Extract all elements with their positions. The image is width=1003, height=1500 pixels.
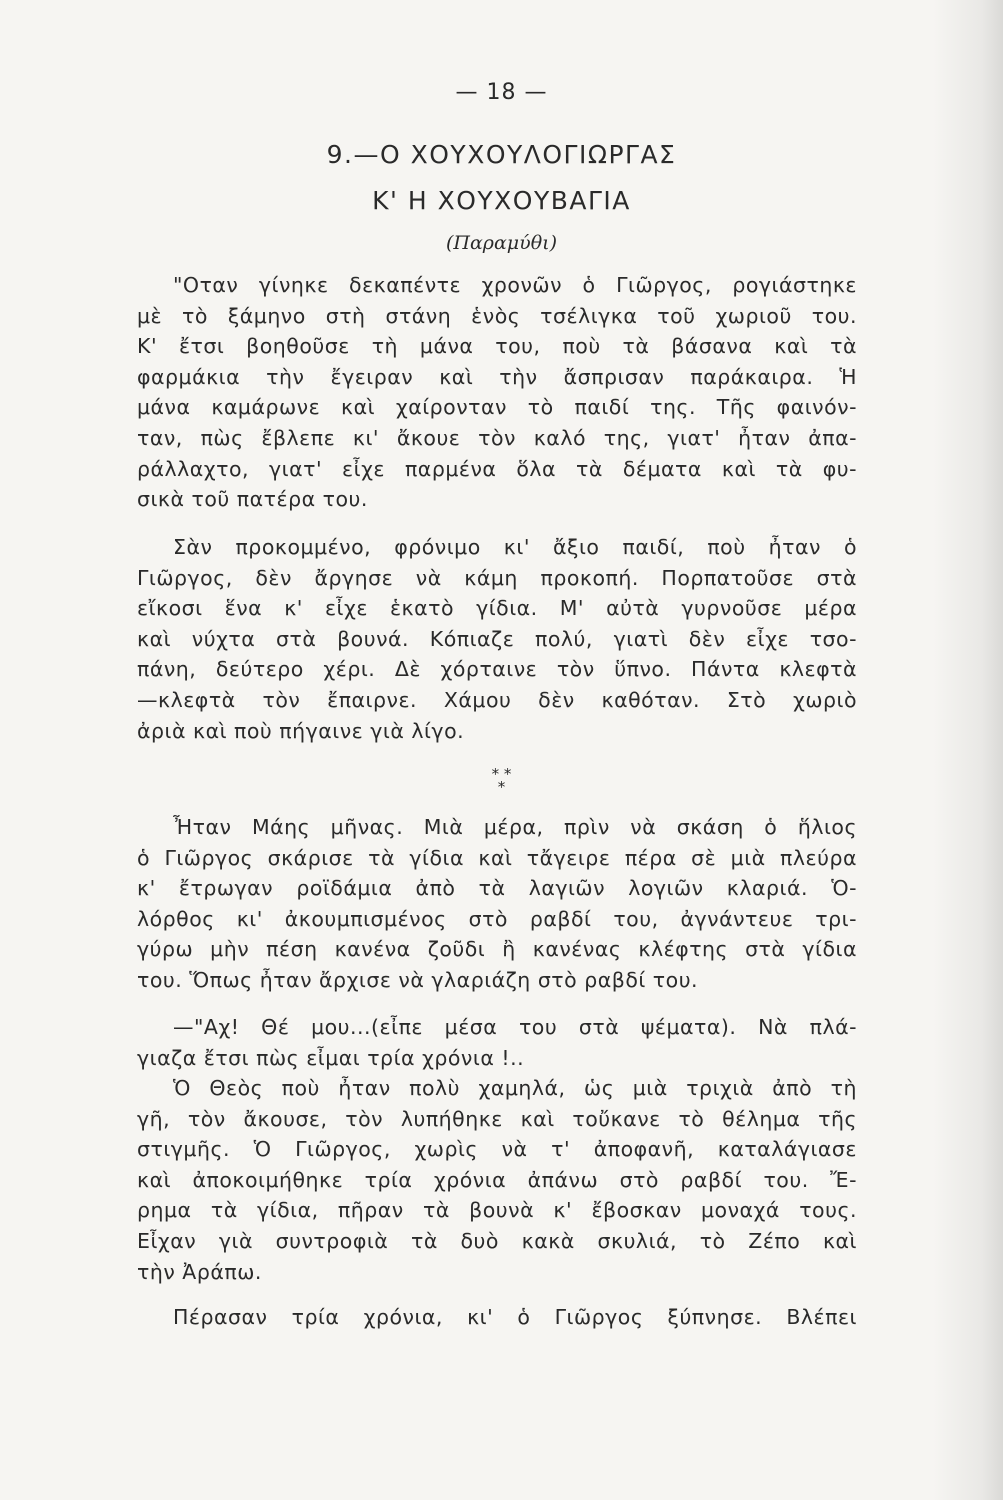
text-line: καὶ ἀποκοιμήθηκε τρία χρόνια ἀπάνω στὸ ραβδί του. Ἔ-: [137, 1167, 857, 1192]
page-edge-shadow: [933, 0, 1003, 1500]
text-line: Ἦταν Μάης μῆνας. Μιὰ μέρα, πρὶν νὰ σκάση ὁ ἥλιος: [173, 815, 857, 839]
text-line: φαρμάκια τὴν ἔγειραν καὶ τὴν ἄσπρισαν παράκαιρα. Ἡ: [137, 364, 857, 389]
text-line: εἴκοσι ἕνα κ' εἶχε ἑκατὸ γίδια. Μ' αὐτὰ γυρνοῦσε μέρα: [137, 596, 857, 621]
text-line: στιγμῆς. Ὁ Γιῶργος, χωρὶς νὰ τ' ἀποφανῆ, καταλάγιασε: [137, 1137, 857, 1162]
paragraph-2: [137, 532, 857, 746]
paragraph-1: [137, 270, 857, 515]
text-line: μὲ τὸ ξάμηνο στὴ στάνη ἑνὸς τσέλιγκα τοῦ χωριοῦ του.: [137, 303, 857, 328]
text-line: λόρθος κι' ἀκουμπισμένος στὸ ραβδί του, ἀγνάντευε τρι-: [137, 906, 857, 931]
chapter-subtitle: (Παραμύθι): [445, 232, 557, 254]
chapter-title-line2: Κ' Η ΧΟΥΧΟΥΒΑΓΙΑ: [372, 186, 631, 215]
text-line: γύρω μὴν πέση κανένα ζοῦδι ἢ κανένας κλέφτης στὰ γίδια: [137, 937, 857, 962]
separator-star-bottom: *: [497, 778, 506, 796]
text-line: γιαζα ἔτσι πὼς εἶμαι τρία χρόνια !..: [137, 1045, 525, 1070]
paragraph-5: [137, 1073, 857, 1287]
text-line: —"Αχ! Θέ μου...(εἶπε μέσα του στὰ ψέματα). Νὰ πλά-: [173, 1015, 857, 1039]
text-line: Εἶχαν γιὰ συντροφιὰ τὰ δυὸ κακὰ σκυλιά, τὸ Ζέπο καὶ: [137, 1228, 857, 1253]
text-line: κ' ἔτρωγαν ροϊδάμια ἀπὸ τὰ λαγιῶν λογιῶν κλαριά. Ὁ-: [137, 876, 857, 901]
paragraph-4: [137, 1012, 857, 1073]
text-line: γῆ, τὸν ἄκουσε, τὸν λυπήθηκε καὶ τοὔκανε τὸ θέλημα τῆς: [137, 1106, 857, 1131]
text-line: Ὁ Θεὸς ποὺ ἦταν πολὺ χαμηλά, ὡς μιὰ τριχιὰ ἀπὸ τὴ: [173, 1076, 857, 1100]
chapter-title: 9.—Ο ΧΟΥΧΟΥΛΟΓΙΩΡΓΑΣ: [326, 140, 677, 169]
text-line: τὴν Ἀράπω.: [137, 1259, 262, 1284]
page-number: — 18 —: [455, 80, 548, 105]
text-line: μάνα καμάρωνε καὶ χαίρονταν τὸ παιδί της. Τῆς φαινόν-: [137, 395, 857, 420]
text-line: ταν, πὼς ἔβλεπε κι' ἄκουε τὸν καλό της, γιατ' ἦταν ἀπα-: [137, 425, 857, 450]
text-line: του. Ὅπως ἦταν ἄρχισε νὰ γλαριάζη στὸ ραβδί του.: [137, 967, 699, 992]
text-line: Γιῶργος, δὲν ἄργησε νὰ κάμη προκοπή. Πορπατοῦσε στὰ: [137, 565, 857, 590]
text-line: ρημα τὰ γίδια, πῆραν τὰ βουνὰ κ' ἔβοσκαν μοναχά τους.: [137, 1198, 857, 1223]
section-separator: [0, 765, 1003, 796]
text-line: "Οταν γίνηκε δεκαπέντε χρονῶν ὁ Γιῶργος, ρογιάστηκε: [173, 273, 857, 297]
text-line: Σὰν προκομμένο, φρόνιμο κι' ἄξιο παιδί, ποὺ ἦταν ὁ: [173, 535, 857, 559]
text-line: —κλεφτὰ τὸν ἔπαιρνε. Χάμου δὲν καθόταν. Στὸ χωριὸ: [137, 687, 857, 712]
text-line: πάνη, δεύτερο χέρι. Δὲ χόρταινε τὸν ὕπνο. Πάντα κλεφτὰ: [137, 657, 857, 682]
paragraph-6: [137, 1302, 857, 1333]
paragraph-3: [137, 812, 857, 996]
text-line: ὁ Γιῶργος σκάρισε τὰ γίδια καὶ τἄγειρε πέρα σὲ μιὰ πλεύρα: [137, 845, 857, 870]
text-line: Κ' ἔτσι βοηθοῦσε τὴ μάνα του, ποὺ τὰ βάσανα καὶ τὰ: [137, 334, 857, 359]
text-line: ἀριὰ καὶ ποὺ πήγαινε γιὰ λίγο.: [137, 718, 465, 743]
separator-stars-top: * *: [491, 765, 512, 783]
text-line: καὶ νύχτα στὰ βουνά. Κόπιαζε πολύ, γιατὶ δὲν εἶχε τσο-: [137, 626, 857, 651]
text-line: Πέρασαν τρία χρόνια, κι' ὁ Γιῶργος ξύπνησε. Βλέπει: [173, 1305, 857, 1329]
text-line: σικὰ τοῦ πατέρα του.: [137, 487, 368, 512]
text-line: ράλλαχτο, γιατ' εἶχε παρμένα ὅλα τὰ δέματα καὶ τὰ φυ-: [137, 456, 857, 481]
